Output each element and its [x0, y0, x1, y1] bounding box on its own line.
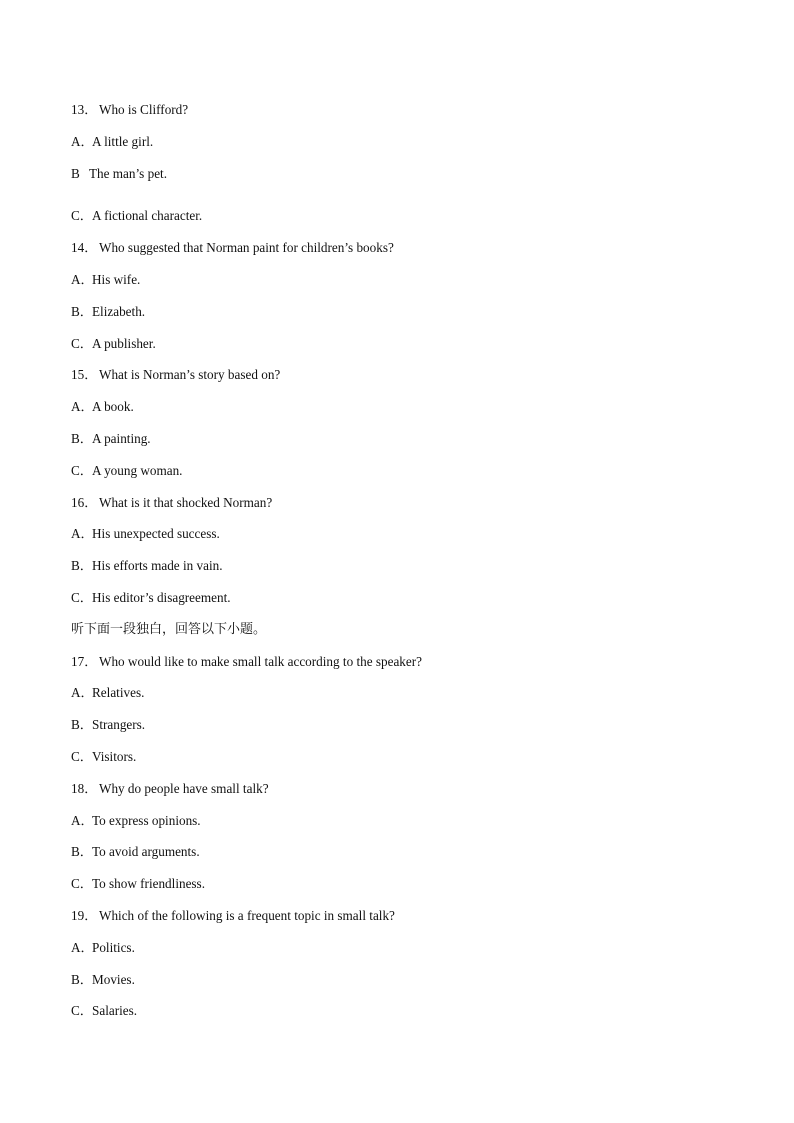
- option-14-a: [71, 272, 140, 288]
- option-label: A．: [71, 134, 94, 149]
- option-label: C．: [71, 336, 93, 351]
- option-text: Salaries.: [92, 1003, 138, 1018]
- option-label: B．: [71, 558, 93, 573]
- question-15: [71, 367, 280, 383]
- option-label: C．: [71, 463, 93, 478]
- option-text: Visitors.: [92, 749, 137, 764]
- option-19-c: [71, 1003, 137, 1019]
- option-label: A．: [71, 272, 94, 287]
- question-number: 13．: [71, 102, 98, 117]
- option-text: His wife.: [92, 272, 141, 287]
- question-number: 16．: [71, 495, 98, 510]
- option-16-a: [71, 526, 220, 542]
- question-text: What is Norman’s story based on?: [99, 367, 281, 382]
- section-instruction: 听下面一段独白，回答以下小题。: [71, 622, 267, 637]
- option-17-b: [71, 717, 145, 733]
- option-label: C．: [71, 590, 93, 605]
- option-text: Relatives.: [92, 685, 145, 700]
- option-18-b: [71, 844, 200, 860]
- option-text: A publisher.: [92, 336, 156, 351]
- option-label: B: [71, 166, 80, 181]
- option-14-b: [71, 304, 145, 320]
- option-text: Strangers.: [92, 717, 146, 732]
- option-text: A little girl.: [92, 134, 154, 149]
- question-text: Why do people have small talk?: [99, 781, 269, 796]
- option-15-a: [71, 399, 134, 415]
- option-label: A．: [71, 813, 94, 828]
- option-16-c: [71, 590, 231, 606]
- option-13-b: [71, 166, 167, 182]
- question-14: [71, 240, 394, 256]
- option-17-c: [71, 749, 136, 765]
- option-13-c: [71, 208, 202, 224]
- option-label: C．: [71, 208, 93, 223]
- question-text: Who is Clifford?: [99, 102, 189, 117]
- option-15-c: [71, 463, 182, 479]
- option-label: B．: [71, 972, 93, 987]
- option-18-c: [71, 876, 205, 892]
- option-16-b: [71, 558, 223, 574]
- option-label: B．: [71, 717, 93, 732]
- question-17: [71, 654, 422, 670]
- option-13-a: [71, 134, 153, 150]
- option-text: His unexpected success.: [92, 526, 220, 541]
- option-text: Movies.: [92, 972, 135, 987]
- option-label: B．: [71, 844, 93, 859]
- question-number: 18．: [71, 781, 98, 796]
- option-label: A．: [71, 526, 94, 541]
- option-text: His efforts made in vain.: [92, 558, 223, 573]
- option-label: C．: [71, 1003, 93, 1018]
- option-17-a: [71, 685, 144, 701]
- option-label: C．: [71, 876, 93, 891]
- option-text: A book.: [92, 399, 134, 414]
- option-15-b: [71, 431, 151, 447]
- option-text: Elizabeth.: [92, 304, 146, 319]
- option-text: To express opinions.: [92, 813, 201, 828]
- option-text: The man’s pet.: [89, 166, 168, 181]
- question-text: Who suggested that Norman paint for children’s books?: [99, 240, 394, 255]
- question-number: 15．: [71, 367, 98, 382]
- question-number: 17．: [71, 654, 98, 669]
- option-text: Politics.: [92, 940, 135, 955]
- question-text: What is it that shocked Norman?: [99, 495, 273, 510]
- question-text: Who would like to make small talk according to the speaker?: [99, 654, 422, 669]
- question-16: [71, 495, 272, 511]
- option-14-c: [71, 336, 156, 352]
- question-number: 19．: [71, 908, 98, 923]
- option-label: A．: [71, 685, 94, 700]
- option-label: B．: [71, 304, 93, 319]
- option-19-b: [71, 972, 135, 988]
- option-text: A painting.: [92, 431, 151, 446]
- option-label: A．: [71, 940, 94, 955]
- question-18: [71, 781, 269, 797]
- question-13: [71, 102, 188, 118]
- option-text: To show friendliness.: [92, 876, 205, 891]
- option-text: A fictional character.: [92, 208, 203, 223]
- option-label: A．: [71, 399, 94, 414]
- option-text: A young woman.: [92, 463, 183, 478]
- question-number: 14．: [71, 240, 98, 255]
- option-label: B．: [71, 431, 93, 446]
- question-text: Which of the following is a frequent topic in small talk?: [99, 908, 395, 923]
- option-label: C．: [71, 749, 93, 764]
- option-19-a: [71, 940, 135, 956]
- option-text: To avoid arguments.: [92, 844, 200, 859]
- question-19: [71, 908, 395, 924]
- option-text: His editor’s disagreement.: [92, 590, 231, 605]
- option-18-a: [71, 813, 201, 829]
